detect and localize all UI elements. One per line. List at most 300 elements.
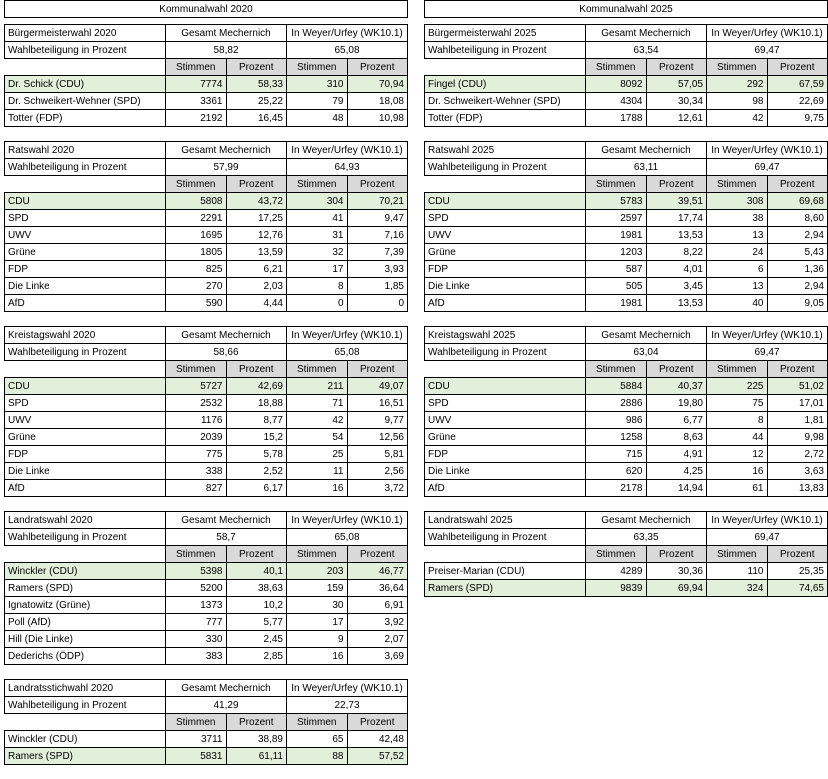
percent-total: 6,77: [646, 412, 707, 429]
votes-district: 8: [287, 278, 348, 295]
candidate-label: Die Linke: [5, 463, 166, 480]
subheader-percent-district: Prozent: [767, 176, 828, 193]
turnout-district: 64,93: [287, 159, 408, 176]
percent-district: 7,39: [347, 244, 408, 261]
candidate-label: Hill (Die Linke): [5, 631, 166, 648]
percent-district: 9,47: [347, 210, 408, 227]
subheader-percent-district: Prozent: [347, 361, 408, 378]
subheader-row: [425, 546, 828, 563]
votes-total: 5783: [586, 193, 647, 210]
candidate-label: CDU: [5, 193, 166, 210]
results-block: [4, 24, 408, 127]
percent-total: 14,94: [646, 480, 707, 497]
votes-total: 505: [586, 278, 647, 295]
turnout-district: 69,47: [707, 42, 828, 59]
votes-district: 41: [287, 210, 348, 227]
votes-total: 2597: [586, 210, 647, 227]
turnout-total: 63,11: [586, 159, 707, 176]
table-row: [425, 244, 828, 261]
percent-district: 46,77: [347, 563, 408, 580]
candidate-label: SPD: [5, 395, 166, 412]
votes-district: 17: [287, 614, 348, 631]
candidate-label: AfD: [425, 295, 586, 312]
block-header-row: [5, 142, 408, 159]
turnout-row: [425, 344, 828, 361]
percent-total: 13,53: [646, 227, 707, 244]
candidate-label: Die Linke: [425, 463, 586, 480]
percent-total: 69,94: [646, 580, 707, 597]
table-row: [425, 278, 828, 295]
subheader-row: [425, 59, 828, 76]
percent-district: 5,43: [767, 244, 828, 261]
candidate-label: Grüne: [425, 244, 586, 261]
subheader-votes-district: Stimmen: [287, 714, 348, 731]
results-block: [424, 511, 828, 597]
candidate-label: CDU: [425, 378, 586, 395]
subheader-row: [5, 546, 408, 563]
percent-district: 12,56: [347, 429, 408, 446]
votes-district: 17: [287, 261, 348, 278]
votes-total: 5831: [166, 748, 227, 765]
block-title: Kreistagswahl 2025: [425, 327, 586, 344]
votes-total: 3711: [166, 731, 227, 748]
candidate-label: Winckler (CDU): [5, 731, 166, 748]
votes-total: 1695: [166, 227, 227, 244]
turnout-district: 65,08: [287, 42, 408, 59]
votes-total: 5200: [166, 580, 227, 597]
subheader-percent-district: Prozent: [347, 59, 408, 76]
candidate-label: Winckler (CDU): [5, 563, 166, 580]
group-header-total: Gesamt Mechernich: [586, 25, 707, 42]
subheader-votes-district: Stimmen: [707, 176, 768, 193]
block-header-row: [5, 327, 408, 344]
votes-total: 383: [166, 648, 227, 665]
percent-total: 8,63: [646, 429, 707, 446]
group-header-total: Gesamt Mechernich: [586, 142, 707, 159]
column-title: Kommunalwahl 2025: [425, 1, 828, 18]
votes-total: 777: [166, 614, 227, 631]
table-row: [425, 93, 828, 110]
candidate-label: CDU: [5, 378, 166, 395]
votes-total: 1373: [166, 597, 227, 614]
percent-district: 3,92: [347, 614, 408, 631]
candidate-label: Ignatowitz (Grüne): [5, 597, 166, 614]
votes-total: 2532: [166, 395, 227, 412]
group-header-total: Gesamt Mechernich: [166, 680, 287, 697]
percent-district: 16,51: [347, 395, 408, 412]
table-row: [5, 580, 408, 597]
subheader-votes-district: Stimmen: [707, 361, 768, 378]
percent-total: 43,72: [226, 193, 287, 210]
percent-district: 5,81: [347, 446, 408, 463]
votes-total: 1981: [586, 295, 647, 312]
percent-total: 10,2: [226, 597, 287, 614]
votes-total: 5884: [586, 378, 647, 395]
percent-total: 2,03: [226, 278, 287, 295]
percent-total: 40,37: [646, 378, 707, 395]
percent-district: 3,93: [347, 261, 408, 278]
percent-district: 0: [347, 295, 408, 312]
candidate-label: Die Linke: [425, 278, 586, 295]
votes-total: 1788: [586, 110, 647, 127]
subheader-votes-total: Stimmen: [166, 361, 227, 378]
subheader-row: [425, 361, 828, 378]
results-block: [4, 511, 408, 665]
candidate-label: Preiser-Marian (CDU): [425, 563, 586, 580]
subheader-votes-district: Stimmen: [287, 546, 348, 563]
percent-district: 74,65: [767, 580, 828, 597]
candidate-label: Grüne: [425, 429, 586, 446]
subheader-spacer: [425, 176, 586, 193]
subheader-spacer: [425, 361, 586, 378]
votes-district: 203: [287, 563, 348, 580]
turnout-label: Wahlbeteiligung in Prozent: [425, 529, 586, 546]
candidate-label: FDP: [5, 261, 166, 278]
table-row: [425, 110, 828, 127]
group-header-total: Gesamt Mechernich: [166, 512, 287, 529]
table-row: [425, 429, 828, 446]
candidate-label: Poll (AfD): [5, 614, 166, 631]
votes-total: 715: [586, 446, 647, 463]
column-header-table: [4, 0, 408, 18]
block-title: Kreistagswahl 2020: [5, 327, 166, 344]
candidate-label: Grüne: [5, 244, 166, 261]
group-header-total: Gesamt Mechernich: [166, 327, 287, 344]
candidate-label: SPD: [425, 210, 586, 227]
candidate-label: Dr. Schick (CDU): [5, 76, 166, 93]
percent-total: 2,85: [226, 648, 287, 665]
subheader-votes-total: Stimmen: [166, 59, 227, 76]
percent-total: 39,51: [646, 193, 707, 210]
turnout-total: 58,82: [166, 42, 287, 59]
votes-district: 292: [707, 76, 768, 93]
percent-district: 7,16: [347, 227, 408, 244]
percent-district: 69,68: [767, 193, 828, 210]
subheader-spacer: [5, 546, 166, 563]
table-row: [5, 597, 408, 614]
subheader-votes-district: Stimmen: [707, 59, 768, 76]
subheader-votes-total: Stimmen: [166, 714, 227, 731]
percent-total: 4,25: [646, 463, 707, 480]
subheader-percent-total: Prozent: [226, 176, 287, 193]
group-header-district: In Weyer/Urfey (WK10.1): [287, 680, 408, 697]
table-row: [425, 480, 828, 497]
table-row: [425, 563, 828, 580]
table-row: [425, 76, 828, 93]
subheader-row: [425, 176, 828, 193]
votes-total: 7774: [166, 76, 227, 93]
subheader-votes-district: Stimmen: [707, 546, 768, 563]
votes-district: 16: [707, 463, 768, 480]
table-row: [5, 378, 408, 395]
block-header-row: [5, 25, 408, 42]
percent-total: 25,22: [226, 93, 287, 110]
votes-total: 5398: [166, 563, 227, 580]
percent-district: 13,83: [767, 480, 828, 497]
percent-total: 12,61: [646, 110, 707, 127]
percent-district: 10,98: [347, 110, 408, 127]
table-row: [5, 614, 408, 631]
votes-district: 24: [707, 244, 768, 261]
votes-district: 71: [287, 395, 348, 412]
percent-district: 2,94: [767, 278, 828, 295]
block-title: Ratswahl 2025: [425, 142, 586, 159]
votes-district: 42: [707, 110, 768, 127]
subheader-spacer: [425, 59, 586, 76]
percent-district: 25,35: [767, 563, 828, 580]
turnout-row: [5, 697, 408, 714]
votes-total: 775: [166, 446, 227, 463]
block-title: Bürgermeisterwahl 2020: [5, 25, 166, 42]
percent-total: 16,45: [226, 110, 287, 127]
percent-total: 30,36: [646, 563, 707, 580]
candidate-label: Dederichs (ÖDP): [5, 648, 166, 665]
subheader-row: [5, 59, 408, 76]
subheader-votes-total: Stimmen: [166, 176, 227, 193]
percent-district: 17,01: [767, 395, 828, 412]
subheader-percent-district: Prozent: [767, 59, 828, 76]
subheader-percent-total: Prozent: [226, 361, 287, 378]
subheader-spacer: [425, 546, 586, 563]
percent-district: 57,52: [347, 748, 408, 765]
subheader-percent-total: Prozent: [646, 361, 707, 378]
turnout-label: Wahlbeteiligung in Prozent: [425, 344, 586, 361]
percent-district: 8,60: [767, 210, 828, 227]
candidate-label: CDU: [425, 193, 586, 210]
percent-total: 6,21: [226, 261, 287, 278]
turnout-district: 69,47: [707, 159, 828, 176]
table-row: [5, 563, 408, 580]
percent-total: 4,44: [226, 295, 287, 312]
turnout-label: Wahlbeteiligung in Prozent: [425, 42, 586, 59]
votes-district: 16: [287, 648, 348, 665]
votes-district: 30: [287, 597, 348, 614]
percent-district: 3,63: [767, 463, 828, 480]
table-row: [5, 227, 408, 244]
candidate-label: UWV: [5, 227, 166, 244]
group-header-district: In Weyer/Urfey (WK10.1): [287, 25, 408, 42]
candidate-label: Fingel (CDU): [425, 76, 586, 93]
subheader-percent-district: Prozent: [767, 546, 828, 563]
turnout-district: 69,47: [707, 529, 828, 546]
candidate-label: Dr. Schweikert-Wehner (SPD): [425, 93, 586, 110]
percent-total: 5,77: [226, 614, 287, 631]
percent-district: 36,64: [347, 580, 408, 597]
percent-total: 38,89: [226, 731, 287, 748]
table-row: [5, 648, 408, 665]
candidate-label: SPD: [425, 395, 586, 412]
percent-district: 49,07: [347, 378, 408, 395]
subheader-percent-total: Prozent: [226, 714, 287, 731]
votes-district: 6: [707, 261, 768, 278]
votes-total: 5808: [166, 193, 227, 210]
percent-total: 13,53: [646, 295, 707, 312]
group-header-district: In Weyer/Urfey (WK10.1): [287, 512, 408, 529]
votes-total: 2178: [586, 480, 647, 497]
percent-district: 70,21: [347, 193, 408, 210]
votes-total: 986: [586, 412, 647, 429]
percent-total: 57,05: [646, 76, 707, 93]
votes-total: 590: [166, 295, 227, 312]
turnout-row: [5, 42, 408, 59]
group-header-district: In Weyer/Urfey (WK10.1): [707, 512, 828, 529]
block-header-row: [5, 512, 408, 529]
votes-district: 65: [287, 731, 348, 748]
votes-district: 98: [707, 93, 768, 110]
votes-total: 8092: [586, 76, 647, 93]
percent-total: 15,2: [226, 429, 287, 446]
block-header-row: [425, 512, 828, 529]
percent-district: 2,07: [347, 631, 408, 648]
subheader-row: [5, 176, 408, 193]
turnout-district: 65,08: [287, 529, 408, 546]
subheader-votes-total: Stimmen: [586, 176, 647, 193]
votes-district: 13: [707, 227, 768, 244]
results-block: [4, 679, 408, 765]
turnout-row: [425, 42, 828, 59]
votes-district: 11: [287, 463, 348, 480]
block-title: Landratswahl 2020: [5, 512, 166, 529]
votes-district: 16: [287, 480, 348, 497]
percent-district: 18,08: [347, 93, 408, 110]
subheader-votes-district: Stimmen: [287, 59, 348, 76]
column-header-table: [424, 0, 828, 18]
group-header-district: In Weyer/Urfey (WK10.1): [707, 327, 828, 344]
percent-total: 12,76: [226, 227, 287, 244]
turnout-district: 65,08: [287, 344, 408, 361]
subheader-percent-total: Prozent: [646, 59, 707, 76]
block-header-row: [425, 327, 828, 344]
votes-total: 3361: [166, 93, 227, 110]
percent-total: 40,1: [226, 563, 287, 580]
votes-district: 9: [287, 631, 348, 648]
candidate-label: Grüne: [5, 429, 166, 446]
table-row: [5, 93, 408, 110]
table-row: [425, 378, 828, 395]
votes-total: 4304: [586, 93, 647, 110]
percent-total: 61,11: [226, 748, 287, 765]
results-block: [424, 141, 828, 312]
votes-district: 38: [707, 210, 768, 227]
percent-district: 1,85: [347, 278, 408, 295]
table-row: [5, 731, 408, 748]
votes-district: 308: [707, 193, 768, 210]
percent-total: 58,33: [226, 76, 287, 93]
table-row: [425, 463, 828, 480]
subheader-spacer: [5, 714, 166, 731]
votes-total: 1805: [166, 244, 227, 261]
percent-total: 4,91: [646, 446, 707, 463]
table-row: [5, 193, 408, 210]
candidate-label: FDP: [425, 446, 586, 463]
turnout-district: 69,47: [707, 344, 828, 361]
candidate-label: UWV: [5, 412, 166, 429]
candidate-label: FDP: [5, 446, 166, 463]
turnout-total: 63,04: [586, 344, 707, 361]
block-title: Landratswahl 2025: [425, 512, 586, 529]
turnout-total: 41,29: [166, 697, 287, 714]
candidate-label: AfD: [5, 295, 166, 312]
votes-district: 159: [287, 580, 348, 597]
votes-district: 31: [287, 227, 348, 244]
votes-total: 1981: [586, 227, 647, 244]
candidate-label: AfD: [5, 480, 166, 497]
subheader-votes-district: Stimmen: [287, 176, 348, 193]
votes-district: 110: [707, 563, 768, 580]
table-row: [425, 446, 828, 463]
percent-district: 51,02: [767, 378, 828, 395]
votes-district: 0: [287, 295, 348, 312]
votes-district: 211: [287, 378, 348, 395]
subheader-votes-total: Stimmen: [166, 546, 227, 563]
percent-total: 3,45: [646, 278, 707, 295]
table-row: [5, 210, 408, 227]
subheader-percent-total: Prozent: [646, 176, 707, 193]
table-row: [5, 480, 408, 497]
group-header-total: Gesamt Mechernich: [166, 142, 287, 159]
votes-district: 13: [707, 278, 768, 295]
votes-total: 1258: [586, 429, 647, 446]
subheader-votes-total: Stimmen: [586, 361, 647, 378]
turnout-total: 57,99: [166, 159, 287, 176]
table-row: [425, 295, 828, 312]
table-row: [425, 580, 828, 597]
subheader-percent-total: Prozent: [226, 59, 287, 76]
percent-district: 9,75: [767, 110, 828, 127]
percent-district: 2,56: [347, 463, 408, 480]
votes-district: 42: [287, 412, 348, 429]
subheader-row: [5, 361, 408, 378]
group-header-total: Gesamt Mechernich: [166, 25, 287, 42]
votes-total: 270: [166, 278, 227, 295]
turnout-row: [425, 159, 828, 176]
votes-total: 4289: [586, 563, 647, 580]
candidate-label: UWV: [425, 227, 586, 244]
block-title: Landratsstichwahl 2020: [5, 680, 166, 697]
votes-total: 338: [166, 463, 227, 480]
results-block: [4, 326, 408, 497]
votes-total: 1203: [586, 244, 647, 261]
table-row: [5, 110, 408, 127]
results-block: [4, 141, 408, 312]
votes-total: 2886: [586, 395, 647, 412]
turnout-district: 22,73: [287, 697, 408, 714]
subheader-votes-total: Stimmen: [586, 59, 647, 76]
votes-district: 79: [287, 93, 348, 110]
percent-district: 2,94: [767, 227, 828, 244]
percent-district: 70,94: [347, 76, 408, 93]
table-row: [5, 412, 408, 429]
votes-district: 310: [287, 76, 348, 93]
group-header-total: Gesamt Mechernich: [586, 512, 707, 529]
table-row: [5, 446, 408, 463]
votes-total: 620: [586, 463, 647, 480]
column-2020: [4, 0, 408, 779]
subheader-percent-district: Prozent: [347, 176, 408, 193]
candidate-label: Ramers (SPD): [425, 580, 586, 597]
turnout-label: Wahlbeteiligung in Prozent: [425, 159, 586, 176]
turnout-total: 58,7: [166, 529, 287, 546]
percent-total: 8,22: [646, 244, 707, 261]
table-row: [5, 76, 408, 93]
percent-district: 2,72: [767, 446, 828, 463]
subheader-spacer: [5, 59, 166, 76]
candidate-label: Ramers (SPD): [5, 580, 166, 597]
subheader-percent-district: Prozent: [347, 546, 408, 563]
table-row: [425, 210, 828, 227]
votes-district: 75: [707, 395, 768, 412]
block-title: Bürgermeisterwahl 2025: [425, 25, 586, 42]
